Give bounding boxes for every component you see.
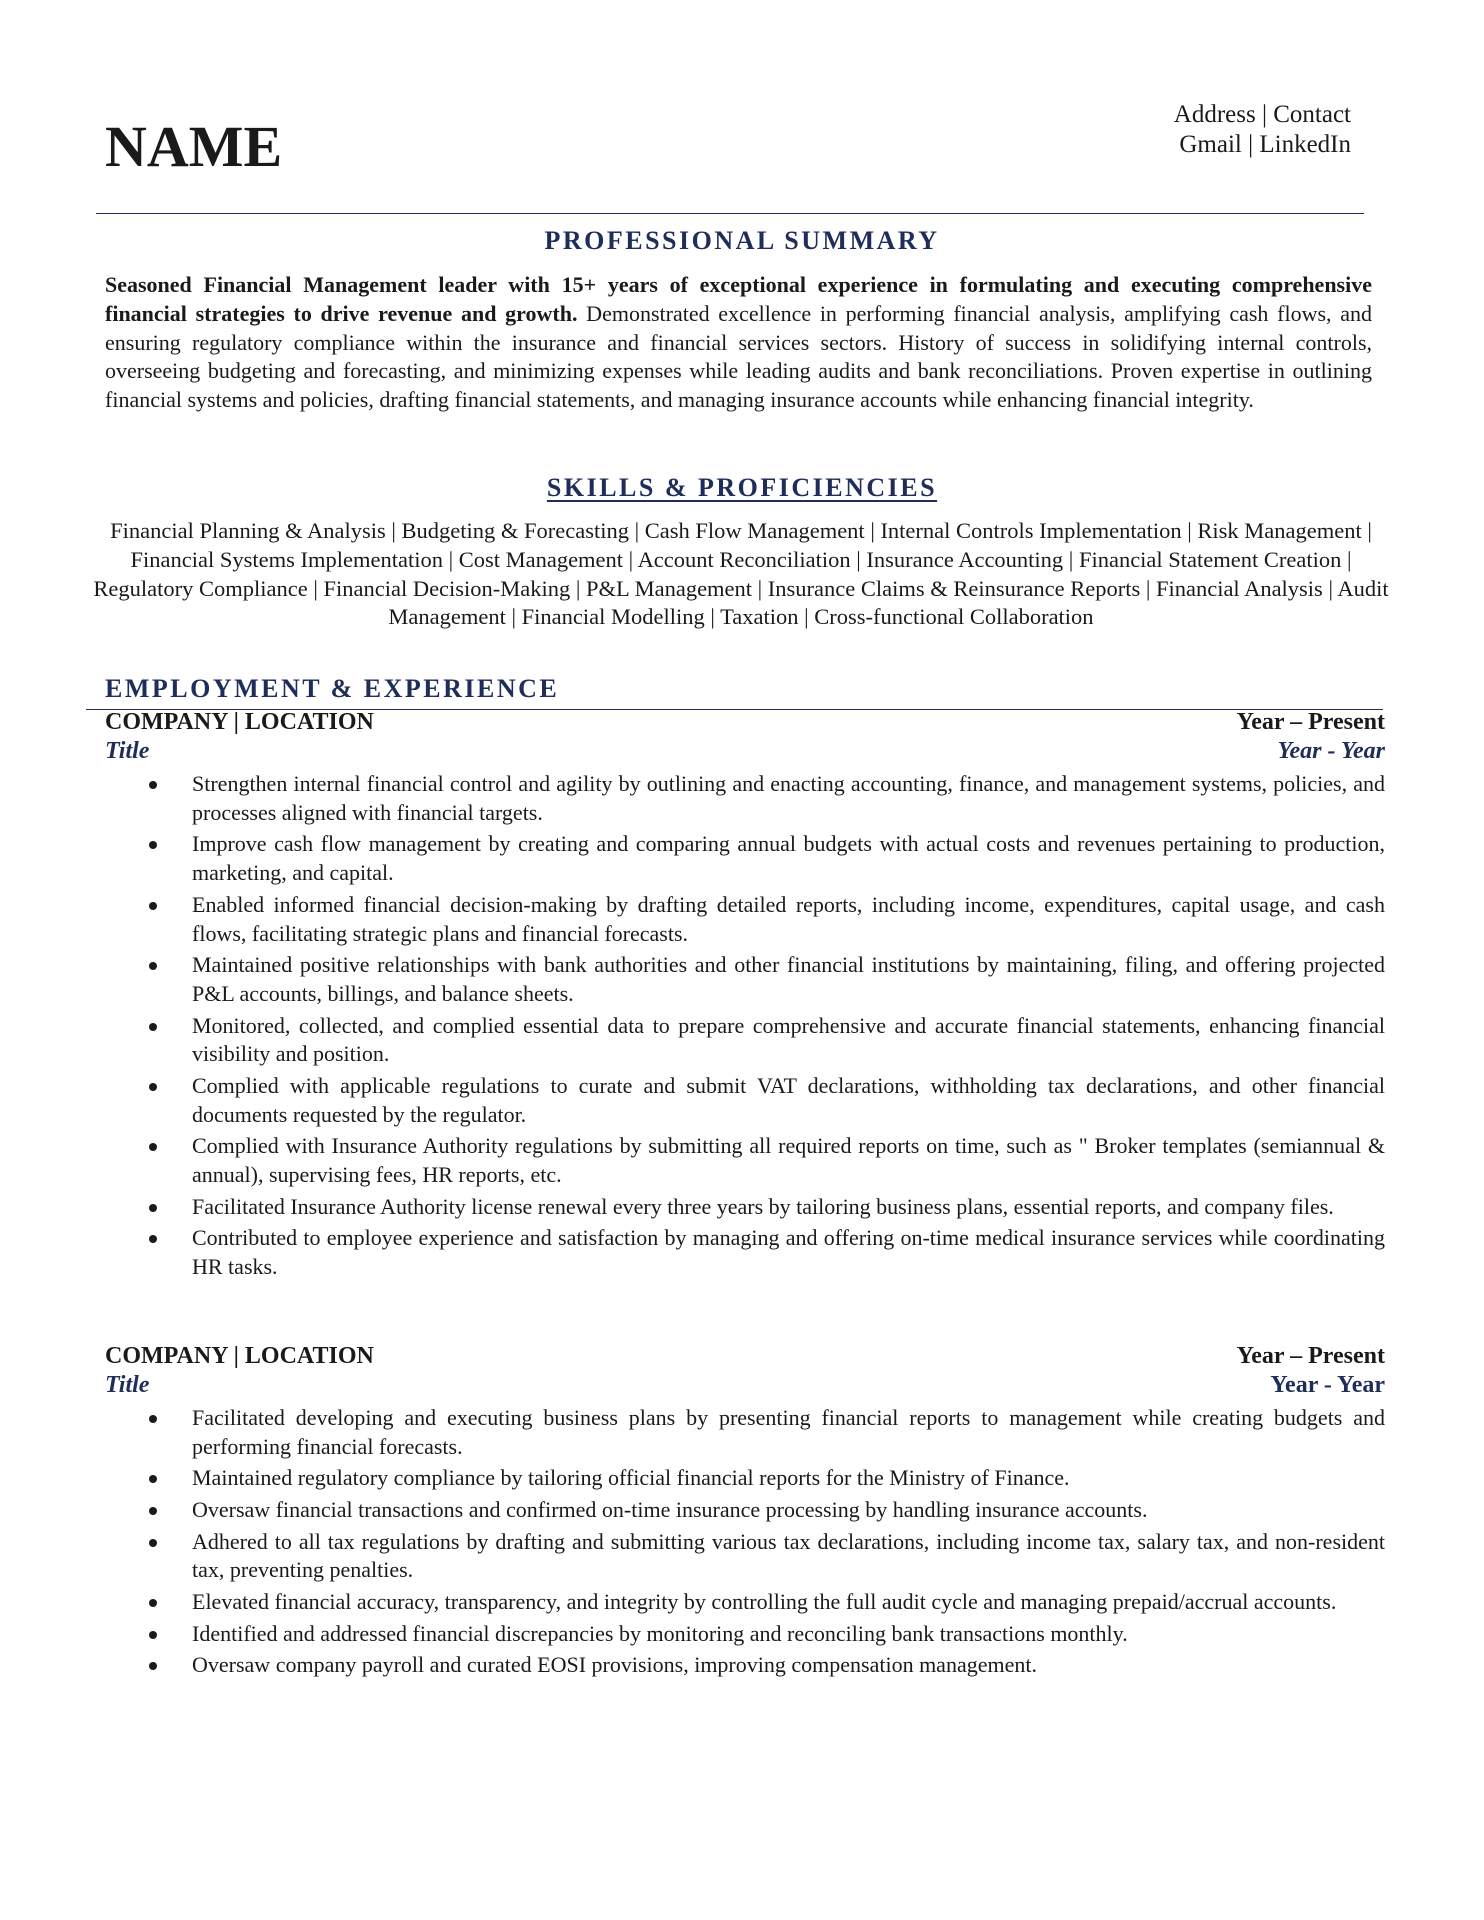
- bullet-text: Identified and addressed financial discrepancies by monitoring and reconciling bank transactions monthly.: [192, 1620, 1128, 1646]
- bullet-item: [105, 951, 1385, 1009]
- job-bullets: [105, 770, 1385, 1282]
- bullet-icon: [149, 1235, 157, 1243]
- job-title-row: [105, 738, 1385, 768]
- bullet-icon: [149, 1415, 157, 1423]
- bullet-text: Strengthen internal financial control and agility by outlining and enacting accounting, finance, and management systems, policies, and processes aligned with financial targets.: [192, 771, 1385, 825]
- bullet-item: [105, 1620, 1385, 1649]
- job-title-dates: Year - Year: [1270, 1372, 1385, 1398]
- job-title: Title: [105, 1372, 150, 1398]
- bullet-text: Maintained positive relationships with bank authorities and other financial institutions by maintaining, filing, and offering projected P&L accounts, billings, and balance sheets.: [192, 952, 1385, 1006]
- job-dates: Year – Present: [1236, 1343, 1385, 1369]
- bullet-item: [105, 1224, 1385, 1282]
- job-title-dates: Year - Year: [1277, 738, 1385, 764]
- bullet-text: Contributed to employee experience and satisfaction by managing and offering on-time medical insurance services while coordinating HR tasks.: [192, 1225, 1385, 1280]
- bullet-item: [105, 1072, 1385, 1130]
- skills-list: Financial Planning & Analysis | Budgeting & Forecasting | Cash Flow Management | Internal Controls Implementation | Risk Management | Financial Systems Implementation | Cost Management | Account Reconciliation | Insurance Accounting | Financial Statement Creation | Regulatory Compliance | Financial Decision-Making | P&L Management | Insurance Claims & Reinsurance Reports | Financial Analysis | Audit Management | Financial Modelling | Taxation | Cross-functional Collaboration: [93, 518, 1389, 630]
- summary-lead: Seasoned Financial Management leader with 15+ years of exceptional experience in formulating and executing comprehensive financial strategies to drive revenue and growth.: [105, 272, 1372, 326]
- job-title: Title: [105, 738, 150, 764]
- bullet-icon: [149, 1631, 157, 1639]
- bullet-text: Elevated financial accuracy, transparency, and integrity by controlling the full audit cycle and managing prepaid/accrual accounts.: [192, 1588, 1337, 1614]
- bullet-text: Oversaw financial transactions and confirmed on-time insurance processing by handling insurance accounts.: [192, 1496, 1148, 1522]
- job-entry: [105, 1343, 1385, 1683]
- contact-address-line: Address | Contact: [1173, 101, 1351, 128]
- bullet-item: [105, 1528, 1385, 1586]
- bullet-icon: [149, 1507, 157, 1515]
- company-location: COMPANY | LOCATION: [105, 709, 374, 735]
- bullet-icon: [149, 1083, 157, 1091]
- bullet-icon: [149, 1539, 157, 1547]
- bullet-icon: [149, 781, 157, 789]
- summary-heading: PROFESSIONAL SUMMARY: [544, 226, 940, 255]
- bullet-text: Enabled informed financial decision-making by drafting detailed reports, including income, expenditures, capital usage, and cash flows, facilitating strategic plans and financial forecasts.: [192, 891, 1385, 946]
- bullet-text: Adhered to all tax regulations by drafting and submitting various tax declarations, including income tax, salary tax, and non-resident tax, preventing penalties.: [192, 1528, 1385, 1583]
- bullet-text: Facilitated developing and executing business plans by presenting financial reports to management while creating budgets and performing financial forecasts.: [192, 1405, 1385, 1459]
- job-dates: Year – Present: [1236, 709, 1385, 735]
- bullet-item: [105, 1588, 1385, 1617]
- bullet-icon: [149, 1023, 157, 1031]
- summary-paragraph: [105, 271, 1372, 415]
- bullet-text: Oversaw company payroll and curated EOSI provisions, improving compensation management.: [192, 1652, 1037, 1678]
- job-bullets: [105, 1404, 1385, 1680]
- bullet-item: [105, 830, 1385, 888]
- bullet-text: Complied with applicable regulations to curate and submit VAT declarations, withholding tax declarations, and other financial documents requested by the regulator.: [192, 1072, 1385, 1127]
- job-header: [105, 709, 1385, 738]
- bullet-item: [105, 1651, 1385, 1680]
- bullet-icon: [149, 1662, 157, 1670]
- bullet-icon: [149, 1599, 157, 1607]
- bullet-text: Complied with Insurance Authority regulations by submitting all required reports on time, such as " Broker templates (semiannual & annual), supervising fees, HR reports, etc.: [192, 1133, 1385, 1188]
- bullet-icon: [149, 1475, 157, 1483]
- bullet-text: Facilitated Insurance Authority license renewal every three years by tailoring business plans, essential reports, and company files.: [192, 1193, 1334, 1219]
- bullet-item: [105, 1193, 1385, 1222]
- bullet-item: [105, 1012, 1385, 1070]
- bullet-icon: [149, 902, 157, 910]
- bullet-item: [105, 891, 1385, 949]
- bullet-text: Monitored, collected, and complied essential data to prepare comprehensive and accurate financial statements, enhancing financial visibility and position.: [192, 1012, 1385, 1067]
- header-divider: [96, 213, 1364, 214]
- bullet-icon: [149, 1143, 157, 1151]
- bullet-icon: [149, 841, 157, 849]
- contact-block: [1174, 100, 1351, 160]
- summary-body: Demonstrated excellence in performing financial analysis, amplifying cash flows, and ensuring regulatory compliance within the insurance and financial services sectors. History of success in solidifying internal controls, overseeing budgeting and forecasting, and minimizing expenses while leading audits and bank reconciliations. Proven expertise in outlining financial systems and policies, drafting financial statements, and managing insurance accounts while enhancing financial integrity.: [105, 300, 1372, 413]
- bullet-item: [105, 770, 1385, 828]
- company-location: COMPANY | LOCATION: [105, 1343, 374, 1369]
- bullet-item: [105, 1404, 1385, 1462]
- job-entry: [105, 709, 1385, 1285]
- skills-heading-text: SKILLS & PROFICIENCIES: [546, 473, 938, 502]
- bullet-item: [105, 1464, 1385, 1493]
- bullet-text: Maintained regulatory compliance by tailoring official financial reports for the Ministry of Finance.: [192, 1465, 1070, 1491]
- experience-heading: EMPLOYMENT & EXPERIENCE: [105, 674, 560, 703]
- candidate-name: NAME: [105, 114, 283, 179]
- contact-email-line: Gmail | LinkedIn: [1179, 131, 1351, 158]
- job-title-row: [105, 1372, 1385, 1402]
- bullet-icon: [149, 1204, 157, 1212]
- bullet-item: [105, 1132, 1385, 1190]
- bullet-icon: [149, 962, 157, 970]
- bullet-item: [105, 1496, 1385, 1525]
- bullet-text: Improve cash flow management by creating and comparing annual budgets with actual costs and revenues pertaining to production, marketing, and capital.: [192, 831, 1385, 886]
- job-header: [105, 1343, 1385, 1372]
- skills-heading: [0, 475, 1484, 501]
